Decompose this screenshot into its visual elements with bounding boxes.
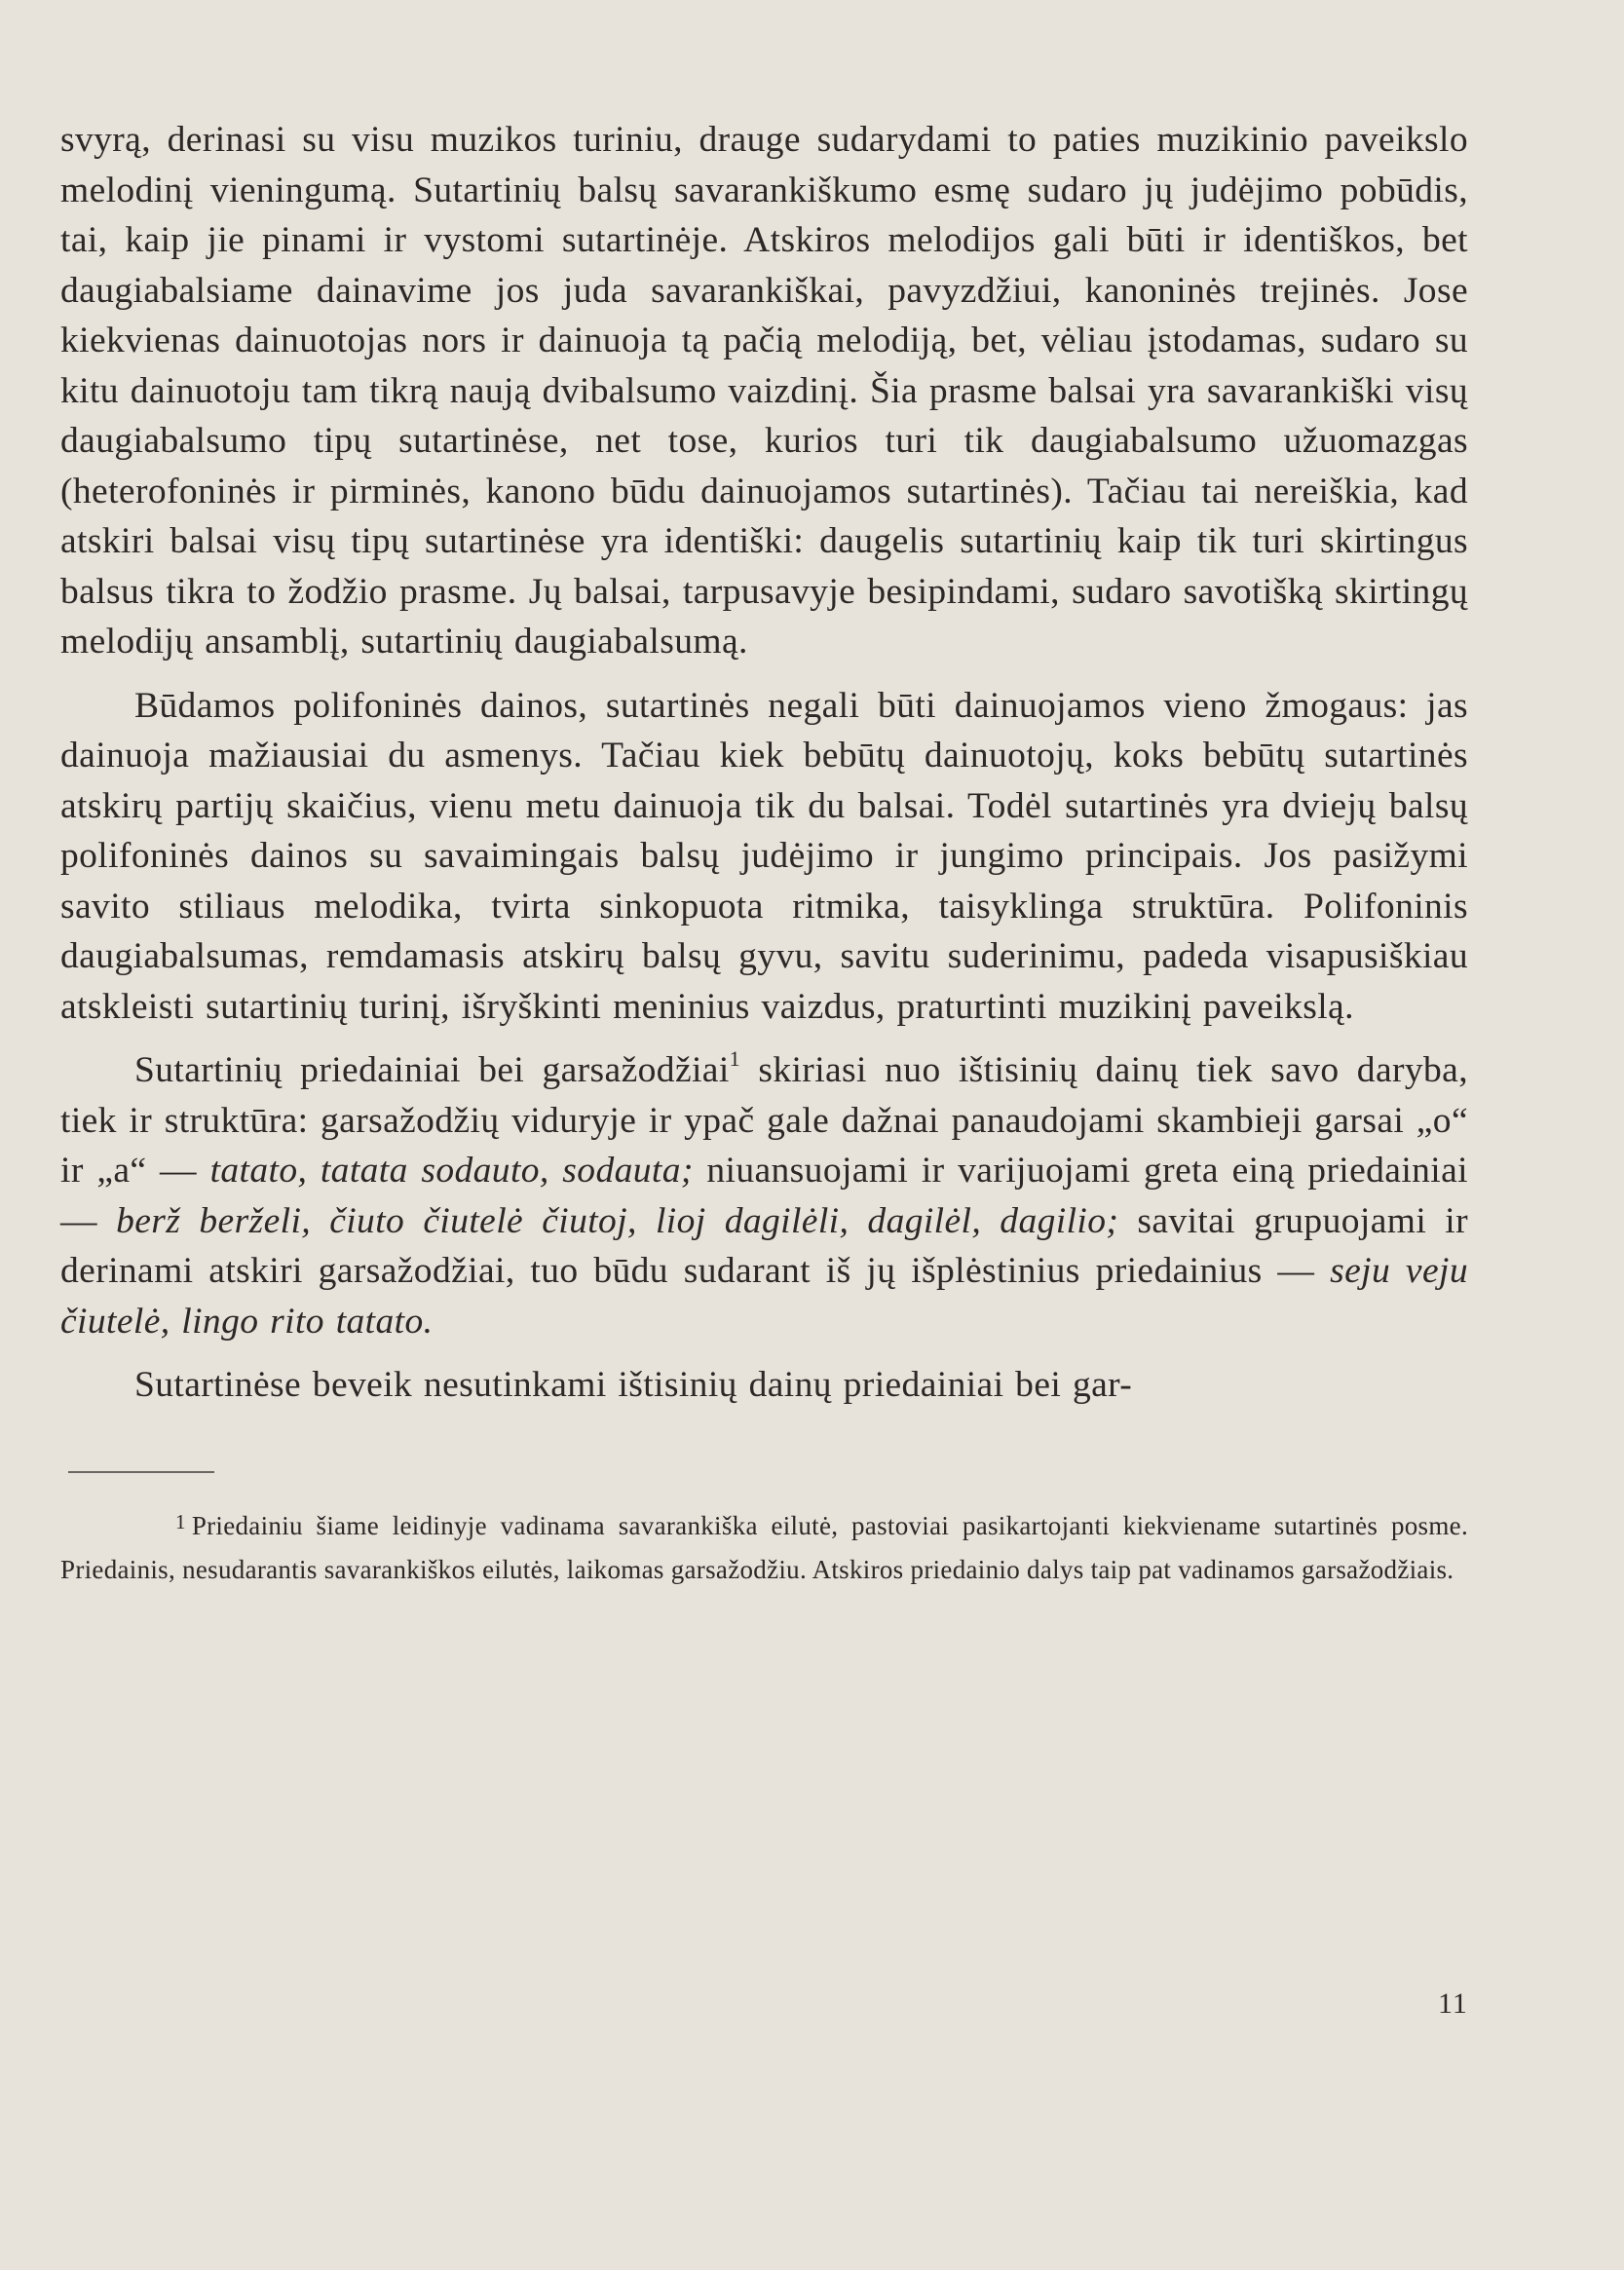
paragraph-3-text-b: niuansuojami ir varijuojami greta einą priedainiai —	[60, 1151, 1468, 1241]
paragraph-3-text-a: skiriasi nuo ištisinių dainų tiek savo daryba, tiek ir struktūra: garsažodžių viduryje ir ypač gale dažnai panaudojami skambieji garsai „o“ ir „a“ —	[60, 1050, 1468, 1191]
paragraph-3-example-a: tatato, tatata sodauto, sodauta;	[209, 1151, 694, 1191]
paragraph-3-text-c: savitai grupuojami ir derinami atskiri garsažodžiai, tuo būdu sudarant iš jų išplėstinius priedainius —	[60, 1200, 1468, 1291]
footnote-separator	[68, 1471, 214, 1473]
footnote-marker: 1	[175, 1509, 186, 1533]
paragraph-3	[60, 1045, 1468, 1346]
page-number: 11	[1438, 1987, 1468, 2020]
paragraph-3-example-c: seju veju čiutelė, lingo rito tatato.	[60, 1251, 1468, 1342]
footnote-text: Priedainiu šiame leidinyje vadinama savarankiška eilutė, pastoviai pasikartojanti kiekviename sutartinės posme. Priedainis, nesudarantis savarankiškos eilutės, laikomas garsažodžiu. Atskiros priedainio dalys taip pat vadinamos garsažodžiais.	[60, 1510, 1468, 1584]
paragraph-1: svyrą, derinasi su visu muzikos turiniu, drauge sudarydami to paties muzikinio paveikslo melodinį vieningumą. Sutartinių balsų savarankiškumo esmę sudaro jų judėjimo pobūdis, tai, kaip jie pinami ir vystomi sutartinėje. Atskiros melodijos gali būti ir identiškos, bet daugiabalsiame dainavime jos juda savarankiškai, pavyzdžiui, kanoninės trejinės. Jose kiekvienas dainuotojas nors ir dainuoja tą pačią melodiją, bet, vėliau įstodamas, sudaro su kitu dainuotoju tam tikrą naują dvibalsumo vaizdinį. Šia prasme balsai yra savarankiški visų daugiabalsumo tipų sutartinėse, net tose, kurios turi tik daugiabalsumo užuomazgas (heterofoninės ir pirminės, kanono būdu dainuojamos sutartinės). Tačiau tai nereiškia, kad atskiri balsai visų tipų sutartinėse yra identiški: daugelis sutartinių kaip tik turi skirtingus balsus tikra to žodžio prasme. Jų balsai, tarpusavyje besipindami, sudaro savotišką skirtingų melodijų ansamblį, sutartinių daugiabalsumą.	[60, 120, 1468, 662]
paragraph-4: Sutartinėse beveik nesutinkami ištisinių dainų priedainiai bei gar-	[134, 1365, 1133, 1405]
footnote	[60, 1500, 1468, 1592]
paragraph-3-example-b: berž berželi, čiuto čiutelė čiutoj, lioj dagilėli, dagilėl, dagilio;	[116, 1200, 1119, 1241]
paragraph-2: Būdamos polifoninės dainos, sutartinės negali būti dainuojamos vieno žmogaus: jas dainuoja mažiausiai du asmenys. Tačiau kiek bebūtų dainuotojų, koks bebūtų sutartinės atskirų partijų skaičius, vienu metu dainuoja tik du balsai. Todėl sutartinės yra dviejų balsų polifoninės dainos su savaimingais balsų judėjimo ir jungimo principais. Jos pasižymi savito stiliaus melodika, tvirta sinkopuota ritmika, taisyklinga struktūra. Polifoninis daugiabalsumas, remdamasis atskirų balsų gyvu, savitu suderinimu, padeda visapusiškiau atskleisti sutartinių turinį, išryškinti meninius vaizdus, praturtinti muzikinį paveikslą.	[60, 685, 1468, 1027]
paragraph-3-intro: Sutartinių priedainiai bei garsažodžiai	[134, 1050, 730, 1090]
footnote-reference: 1	[729, 1046, 741, 1071]
